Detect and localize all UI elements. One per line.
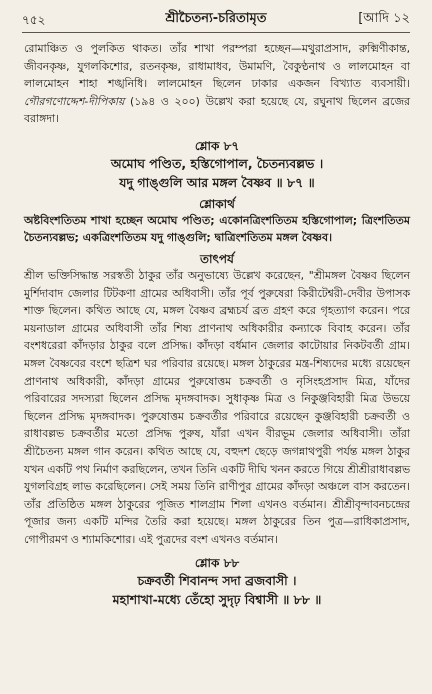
verse-88-line-2: মহাশাখা-মধ্যে তেঁহো সুদৃঢ় বিশ্বাসী ॥ ৮৮ ॥ [112, 592, 322, 608]
verse-87-label: শ্লোক ৮৭ [194, 138, 240, 153]
intro-text: রোমাঞ্চিত ও পুলকিত থাকত। তাঁর শাখা পরম্পরা হচ্ছেন—মথুরাপ্রসাদ, রুক্মিণীকান্ত, জীবনকৃষ্ণ, যুগলকিশোর, রতনকৃষ্ণ, রাধামাধব, উমামণি, বৈকুণ্ঠনাথ ও লালমোহন বা লালমোহন শাহা শঙ্খনিধি। লালমোহন ছিলেন ঢাকার একজন বিখ্যাত ব্যবসায়ী। [24, 42, 410, 91]
page-body [24, 40, 410, 609]
purport-label: তাৎপর্য [200, 251, 234, 266]
verse-87-line-2: যদু গাঙ্গুলি আর মঙ্গল বৈষ্ণব ॥ ৮৭ ॥ [119, 174, 315, 190]
chapter-marker: [আদি ১২ [358, 11, 410, 26]
verse-87-line-1: অমোঘ পণ্ডিত, হস্তিগোপাল, চৈতন্যবল্লভ । [110, 155, 324, 171]
intro-paragraph [24, 40, 410, 128]
verse-87-purport: শ্রীল ভক্তিসিদ্ধান্ত সরস্বতী ঠাকুর তাঁর অনুভাষ্যে উল্লেখ করেছেন, "শ্রীমঙ্গল বৈষ্ণব ছিলেন মুর্শিদাবাদ জেলার টিটকণা গ্রামের অধিবাসী। তাঁর পূর্ব পুরুষেরা কিরীটেশ্বরী-দেবীর উপাসক শাক্ত ছিলেন। কথিত আছে যে, মঙ্গল বৈষ্ণব ব্রহ্মচর্য ব্রত গ্রহণ করে গৃহত্যাগ করেন। পরে ময়নাডাল গ্রামের অধিবাসী তাঁর শিষ্য প্রাণনাথ অধিকারীর কন্যাকে বিবাহ করেন। তাঁর বংশধরেরা কাঁদড়ার ঠাকুর বলে প্রসিদ্ধ। কাঁদড়া বর্ধমান জেলার কাটোয়ার নিকটবর্তী গ্রাম। মঙ্গল বৈষ্ণবের বংশে ছত্রিশ ঘর পরিবার রয়েছে। মঙ্গল ঠাকুরের মন্ত্র-শিষ্যদের মধ্যে রয়েছেন প্রাণনাথ অধিকারী, কাঁদড়া গ্রামের পুরুষোত্তম চক্রবর্তী ও নৃসিংহপ্রসাদ মিত্র, যাঁদের পরিবারের সদস্যরা ছিলেন প্রসিদ্ধ মৃদঙ্গবাদক। সুধাকৃষ্ণ মিত্র ও নিকুঞ্জবিহারী মিত্র উভয়ে ছিলেন প্রসিদ্ধ মৃদঙ্গবাদক। পুরুষোত্তম চক্রবর্তীর পরিবারে রয়েছেন কুঞ্জবিহারী চক্রবর্তী ও রাধাবল্লভ চক্রবর্তীর মতো প্রসিদ্ধ পুরুষ, যাঁরা এখন বীরভূম জেলার অধিবাসী। তাঁরা শ্রীচৈতন্য মঙ্গল গান করেন। কথিত আছে যে, বহুদশ ছেড়ে জগন্নাথপুরী পর্যন্ত মঙ্গল ঠাকুর যখন একটি পথ নির্মাণ করছিলেন, তখন তিনি একটি দীঘি খনন করতে গিয়ে শ্রীশ্রীরাধাবল্লভ যুগলবিগ্রহ লাভ করেছিলেন। সেই সময় তিনি রাণীপুর গ্রামের কাঁদড়া অঞ্চলে বাস করতেন। তাঁর প্রতিষ্ঠিত মঙ্গল ঠাকুরের পূজিত শালগ্রাম শিলা এখনও বর্তমান। শ্রীশ্রীবৃন্দাবনচন্দ্রের পূজার জন্য একটি মন্দির তৈরি করা হয়েছে। মঙ্গল ঠাকুরের তিন পুত্র—রাধিকাপ্রসাদ, গোপীরমণ ও শ্যামকিশোর। এই পুত্রদের বংশ এখনও বর্তমান। [24, 268, 410, 546]
intro-book-title: গৌরগণোদ্দেশ-দীপিকায় [24, 94, 125, 108]
intro-tail: (১৯৪ ও ২০০) উল্লেখ করা হয়েছে যে, রঘুনাথ ছিলেন ব্রজের বরাঙ্গদা। [24, 94, 410, 126]
translation-label: শ্লোকার্থ [199, 196, 235, 211]
page-number: ৭৫২ [22, 13, 46, 27]
verse-88-line-1: চক্রবর্তী শিবানন্দ সদা ব্রজবাসী । [137, 573, 297, 589]
running-title: শ্রীচৈতন্য-চরিতামৃত [165, 11, 267, 26]
verse-88-label: শ্লোক ৮৮ [194, 556, 240, 571]
verse-87-translation: অষ্টবিংশতিতম শাখা হচ্ছেন অমোঘ পণ্ডিত; একোনত্রিংশতিতম হস্তিগোপাল; ত্রিংশতিতম চৈতন্যবল্লভ; একত্রিংশতিতম যদু গাঙ্গুলি; দ্বাত্রিংশতিতম মঙ্গল বৈষ্ণব। [24, 213, 410, 245]
page-header [22, 6, 410, 33]
